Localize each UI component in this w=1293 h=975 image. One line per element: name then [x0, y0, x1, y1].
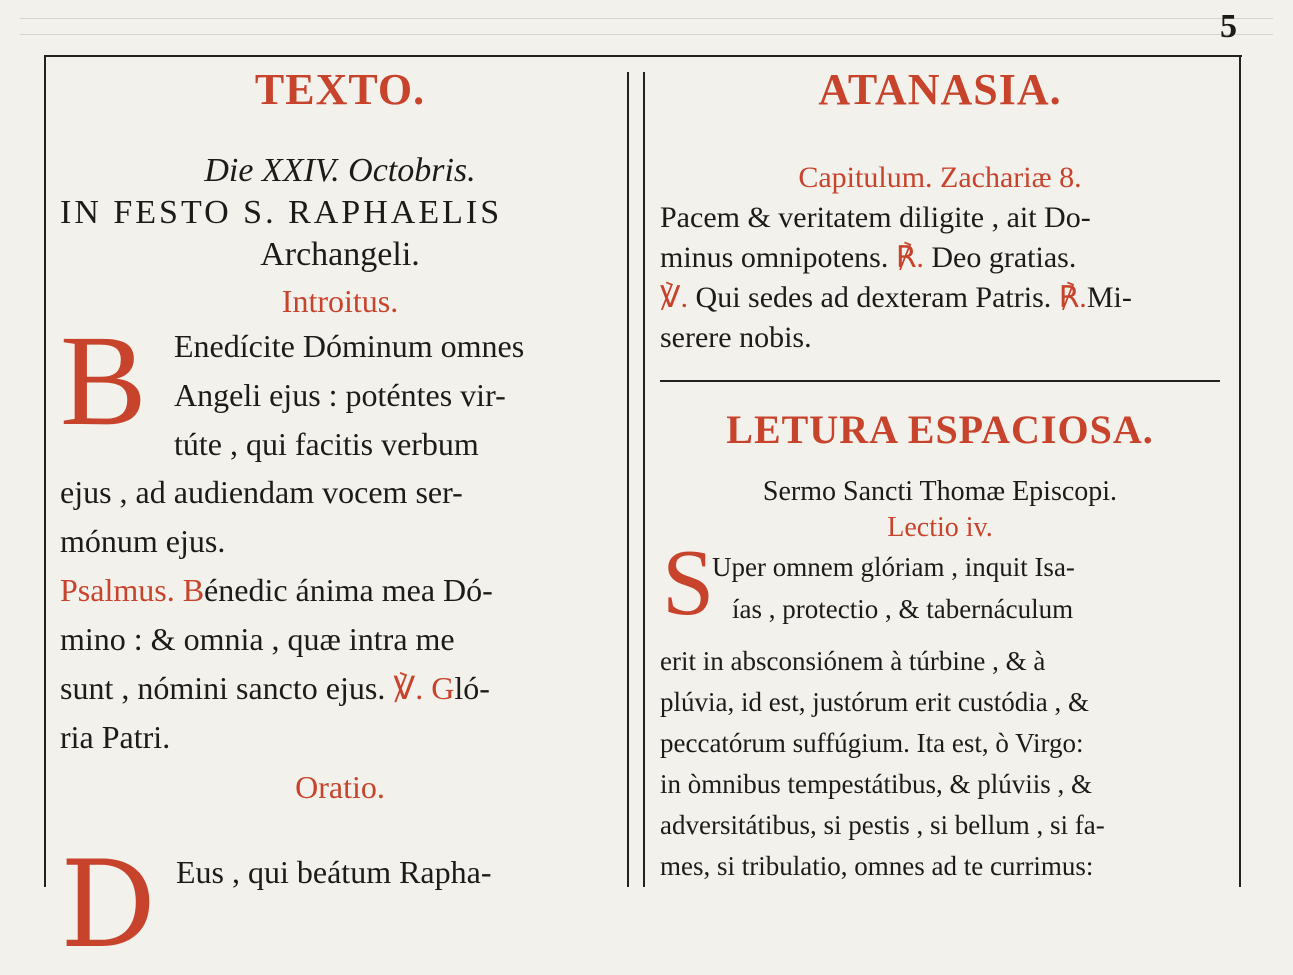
- text-line: Uper omnem glóriam , inquit Isa-: [712, 552, 1075, 582]
- drop-cap-initial: S: [662, 531, 715, 635]
- lectio-block: [660, 531, 1220, 641]
- capitulum-text: Mi-: [1086, 281, 1132, 314]
- frame-right-rule: [1239, 55, 1241, 887]
- text-line: ejus , ad audiendam vocem ser-: [60, 474, 463, 510]
- psalm-line: [60, 566, 620, 615]
- versicle-mark: ℣. G: [393, 670, 455, 706]
- text-line: plúvia, id est, justórum erit custódia , &: [660, 687, 1089, 717]
- text-line: Pacem & veritatem diligite , ait Do-: [660, 201, 1091, 234]
- psalm-versicle-line: [60, 664, 620, 713]
- text-line: serere nobis.: [660, 321, 812, 354]
- psalm-label: Psalmus.: [60, 572, 175, 608]
- oratio-drop-cap: D: [60, 836, 157, 975]
- text-line: adversitátibus, si pestis , si bellum , si fa-: [660, 810, 1105, 840]
- frame-top-rule: [44, 55, 1242, 57]
- text-line: mónum ejus.: [60, 523, 226, 559]
- psalm-text: ló-: [454, 670, 490, 706]
- column-divider: [627, 72, 629, 887]
- response-mark: ℟.: [895, 241, 924, 274]
- letura-heading: LETURA ESPACIOSA.: [726, 407, 1154, 452]
- frame-left-rule: [44, 55, 46, 887]
- sermon-title: Sermo Sancti Thomæ Episcopi.: [762, 476, 1118, 507]
- right-column: [660, 60, 1220, 887]
- right-heading: ATANASIA.: [818, 65, 1062, 114]
- text-line: Enedícite Dóminum omnes: [174, 328, 525, 364]
- text-line: peccatórum suffúgium. Ita est, ò Virgo:: [660, 728, 1084, 758]
- left-column: [60, 60, 620, 808]
- text-line: ria Patri.: [60, 719, 171, 755]
- bleed-through-line: [20, 18, 1273, 19]
- text-line: túte , qui facitis verbum: [174, 426, 479, 462]
- feast-subtitle: Archangeli.: [260, 236, 420, 273]
- oratio-text: Eus , qui beátum Rapha-: [176, 854, 492, 890]
- psalm-initial: B: [182, 572, 205, 608]
- text-line: mes, si tribulatio, omnes ad te currimus:: [660, 851, 1094, 881]
- capitulum-text: minus omnipotens.: [660, 241, 889, 274]
- capitulum-text: Deo gratias.: [931, 241, 1077, 274]
- introit-title: Introitus.: [281, 283, 399, 319]
- drop-cap-initial: B: [60, 309, 147, 453]
- introit-indented-text: [174, 322, 620, 469]
- versicle-mark: ℣.: [660, 281, 689, 314]
- feast-date: Die XXIV. Octobris.: [204, 152, 476, 189]
- page-number: 5: [1220, 8, 1237, 45]
- oratio-title: Oratio.: [295, 769, 385, 805]
- text-line: in òmnibus tempestátibus, & plúviis , &: [660, 769, 1092, 799]
- feast-title: IN FESTO S. RAPHAELIS: [60, 194, 503, 231]
- response-line: [660, 238, 1220, 278]
- text-line: erit in absconsiónem à túrbine , & à: [660, 646, 1046, 676]
- text-line: Angeli ejus : poténtes vir-: [174, 377, 506, 413]
- lectio-indented-text: [712, 546, 1212, 630]
- response-mark: ℟.: [1058, 281, 1087, 314]
- text-line: ías , protectio , & tabernáculum: [732, 594, 1074, 624]
- introit-block: [60, 309, 620, 515]
- psalm-text: sunt , nómini sancto ejus.: [60, 670, 386, 706]
- text-line: mino : & omnia , quæ intra me: [60, 621, 455, 657]
- capitulum-title: Capitulum. Zachariæ 8.: [798, 161, 1082, 194]
- section-rule: [660, 380, 1220, 382]
- bleed-through-line: [20, 34, 1273, 35]
- psalm-text: énedic ánima mea Dó-: [204, 572, 493, 608]
- versicle-line: [660, 278, 1220, 318]
- column-divider: [643, 72, 645, 887]
- left-heading: TEXTO.: [254, 65, 426, 114]
- lectio-title: Lectio iv.: [887, 512, 993, 543]
- capitulum-text: Qui sedes ad dexteram Patris.: [695, 281, 1052, 314]
